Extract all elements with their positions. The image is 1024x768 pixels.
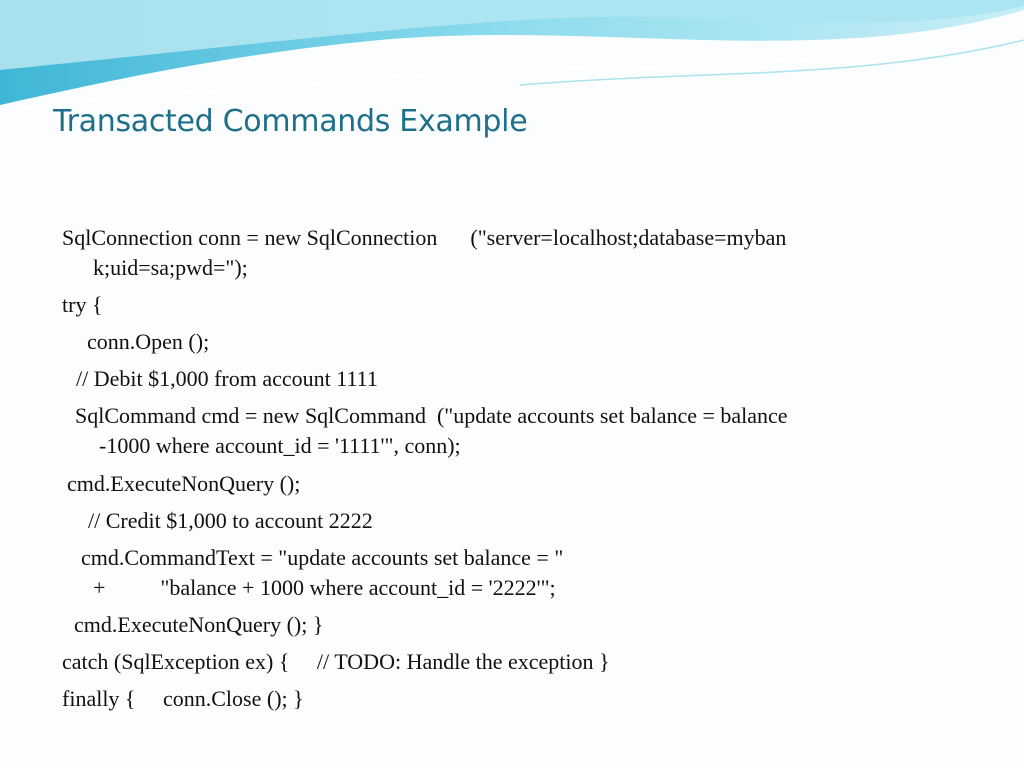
code-line: cmd.ExecuteNonQuery (); } bbox=[74, 612, 324, 637]
code-line: try { bbox=[62, 292, 103, 317]
code-line: finally { conn.Close (); } bbox=[62, 686, 304, 711]
code-line: SqlCommand cmd = new SqlCommand ("update accounts set balance = balance bbox=[75, 403, 788, 428]
code-line: -1000 where account_id = '1111'", conn); bbox=[99, 433, 461, 458]
code-line: cmd.ExecuteNonQuery (); bbox=[67, 471, 301, 496]
code-line: catch (SqlException ex) { // TODO: Handle the exception } bbox=[62, 649, 610, 674]
code-line: // Debit $1,000 from account 1111 bbox=[76, 366, 378, 391]
slide-title: Transacted Commands Example bbox=[53, 104, 528, 139]
code-line: // Credit $1,000 to account 2222 bbox=[88, 508, 373, 533]
code-line: k;uid=sa;pwd="); bbox=[93, 255, 248, 280]
code-line: SqlConnection conn = new SqlConnection ("server=localhost;database=myban bbox=[62, 225, 787, 250]
code-line: conn.Open (); bbox=[87, 329, 210, 354]
code-line: cmd.CommandText = "update accounts set balance = " bbox=[81, 545, 564, 570]
code-line: + "balance + 1000 where account_id = '2222'"; bbox=[93, 575, 556, 600]
